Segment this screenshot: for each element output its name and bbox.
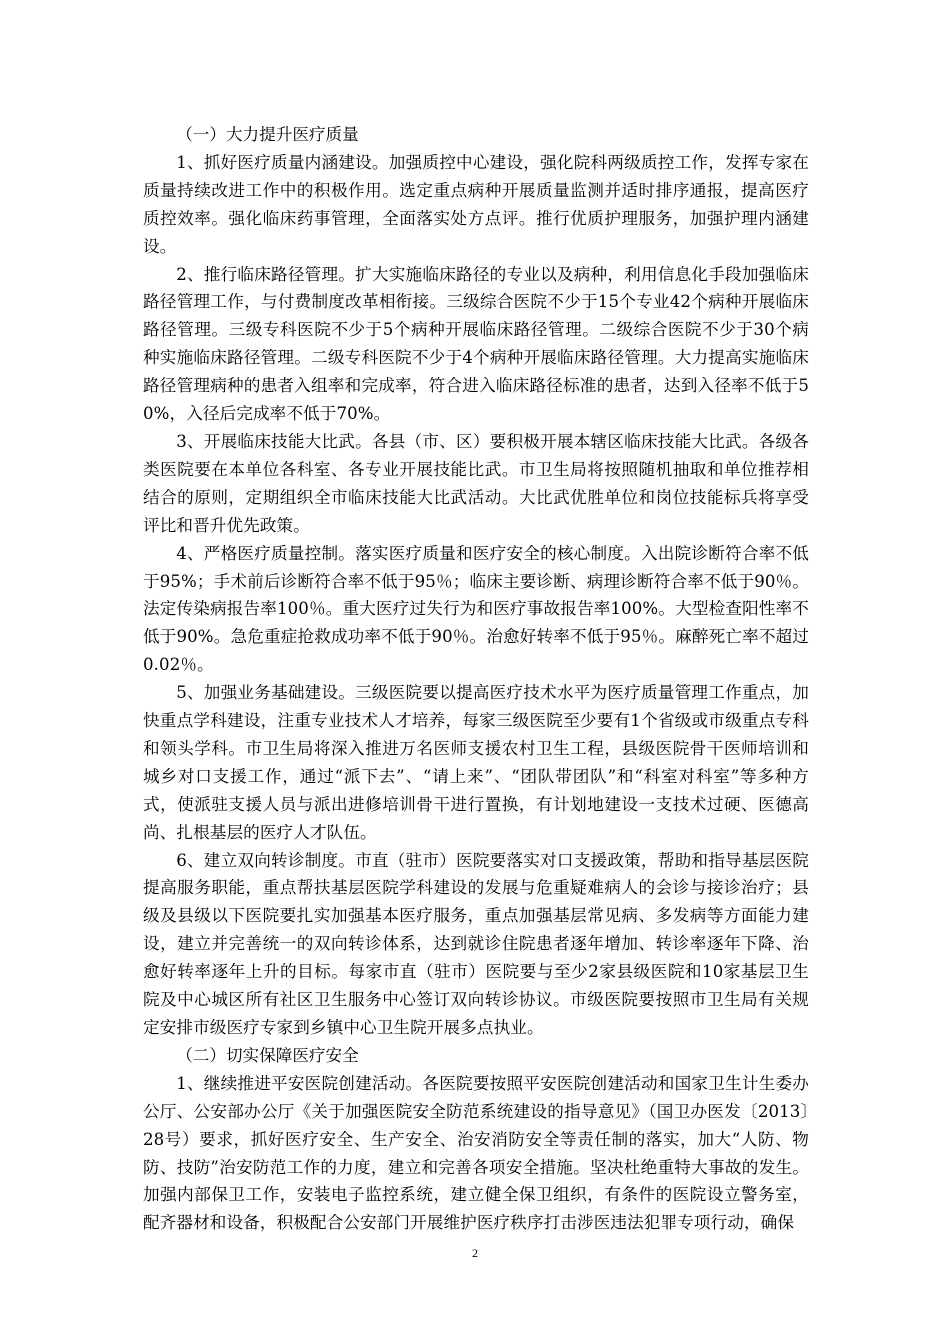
section-heading: （二）切实保障医疗安全 [176,1045,359,1065]
paragraph: 2、推行临床路径管理。扩大实施临床路径的专业以及病种，利用信息化手段加强临床路径管理工作，与付费制度改革相衔接。三级综合医院不少于15个专业42个病种开展临床路径管理。三级专科医院不少于5个病种开展临床路径管理。二级综合医院不少于30个病种实施临床路径管理。二级专科医院不少于4个病种开展临床路径管理。大力提高实施临床路径管理病种的患者入组率和完成率，符合进入临床路径标准的患者，达到入径率不低于50%，入径后完成率不低于70%。 [143,264,809,424]
paragraph: 6、建立双向转诊制度。市直（驻市）医院要落实对口支援政策，帮助和指导基层医院提高服务职能，重点帮扶基层医院学科建设的发展与危重疑难病人的会诊与接诊治疗；县级及县级以下医院要扎实加强基本医疗服务，重点加强基层常见病、多发病等方面能力建设，建立并完善统一的双向转诊体系，达到就诊住院患者逐年增加、转诊率逐年下降、治愈好转率逐年上升的目标。每家市直（驻市）医院要与至少2家县级医院和10家基层卫生院及中心城区所有社区卫生服务中心签订双向转诊协议。市级医院要按照市卫生局有关规定安排市级医疗专家到乡镇中心卫生院开展多点执业。 [143,850,809,1037]
page-number: 2 [472,1246,478,1260]
paragraph: 1、抓好医疗质量内涵建设。加强质控中心建设，强化院科两级质控工作，发挥专家在质量持续改进工作中的积极作用。选定重点病种开展质量监测并适时排序通报，提高医疗质控效率。强化临床药事管理，全面落实处方点评。推行优质护理服务，加强护理内涵建设。 [143,152,809,256]
section-heading: （一）大力提升医疗质量 [176,125,359,144]
paragraph: 3、开展临床技能大比武。各县（市、区）要积极开展本辖区临床技能大比武。各级各类医院要在本单位各科室、各专业开展技能比武。市卫生局将按照随机抽取和单位推荐相结合的原则，定期组织全市临床技能大比武活动。大比武优胜单位和岗位技能标兵将享受评比和晋升优先政策。 [143,431,809,535]
document-body [143,121,809,1237]
paragraph: 4、严格医疗质量控制。落实医疗质量和医疗安全的核心制度。入出院诊断符合率不低于95%；手术前后诊断符合率不低于95％；临床主要诊断、病理诊断符合率不低于90％。法定传染病报告率100％。重大医疗过失行为和医疗事故报告率100%。大型检查阳性率不低于90%。急危重症抢救成功率不低于90％。治愈好转率不低于95％。麻醉死亡率不超过0.02％。 [143,543,809,675]
paragraph: 5、加强业务基础建设。三级医院要以提高医疗技术水平为医疗质量管理工作重点，加快重点学科建设，注重专业技术人才培养，每家三级医院至少要有1个省级或市级重点专科和领头学科。市卫生局将深入推进万名医师支援农村卫生工程，县级医院骨干医师培训和城乡对口支援工作，通过“派下去”、“请上来”、“团队带团队”和“科室对科室”等多种方式，使派驻支援人员与派出进修培训骨干进行置换，有计划地建设一支技术过硬、医德高尚、扎根基层的医疗人才队伍。 [143,683,809,842]
paragraph: 1、继续推进平安医院创建活动。各医院要按照平安医院创建活动和国家卫生计生委办公厅、公安部办公厅《关于加强医院安全防范系统建设的指导意见》（国卫办医发〔2013〕28号）要求，抓好医疗安全、生产安全、治安消防安全等责任制的落实，加大“人防、物防、技防”治安防范工作的力度，建立和完善各项安全措施。坚决杜绝重特大事故的发生。加强内部保卫工作，安装电子监控系统，建立健全保卫组织，有条件的医院设立警务室，配齐器材和设备，积极配合公安部门开展维护医疗秩序打击涉医违法犯罪专项行动，确保 [143,1073,809,1233]
